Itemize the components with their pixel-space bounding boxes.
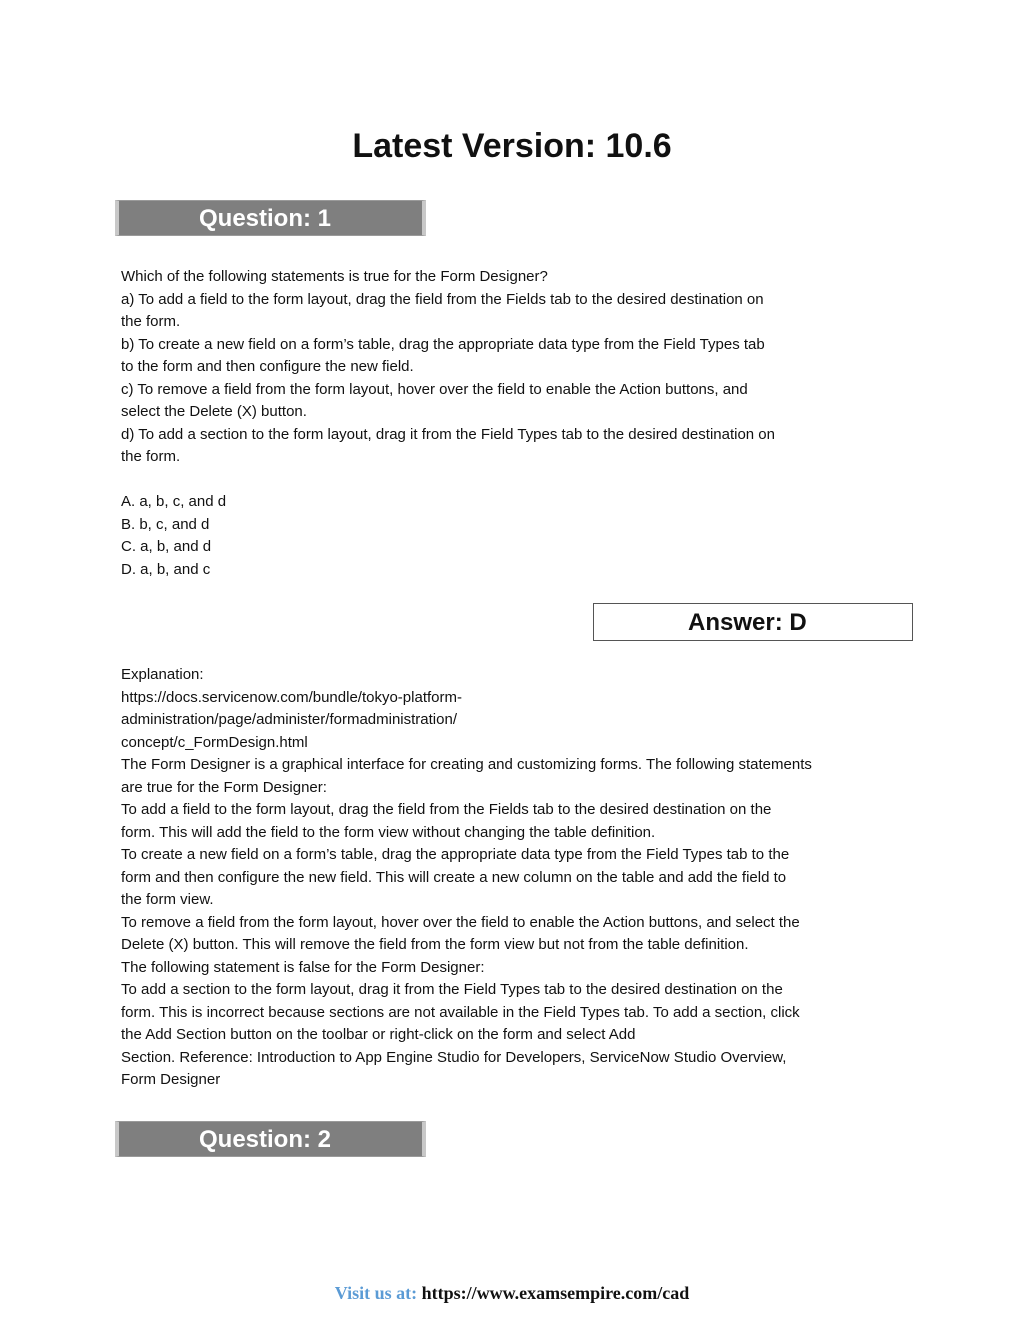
explanation [121, 664, 911, 1092]
explanation-heading: Explanation: [121, 666, 204, 683]
question-line: select the Delete (X) button. [121, 403, 307, 420]
option-b: B. b, c, and d [121, 515, 210, 533]
question-line: c) To remove a field from the form layout, hover over the field to enable the Action buttons, and [121, 380, 748, 398]
explanation-line: To create a new field on a form’s table, drag the appropriate data type from the Field Types tab to the [121, 846, 790, 863]
footer-url-link[interactable]: https://www.examsempire.com/cad [421, 1283, 690, 1303]
explanation-line: form. This is incorrect because sections are not available in the Field Types tab. To add a section, click [121, 1003, 800, 1021]
explanation-line: The Form Designer is a graphical interface for creating and customizing forms. The following statements [121, 756, 812, 773]
explanation-link: concept/c_FormDesign.html [121, 733, 308, 751]
explanation-line: the Add Section button on the toolbar or right-click on the form and select Add [121, 1026, 636, 1043]
explanation-line: The following statement is false for the Form Designer: [121, 958, 485, 976]
question-line: Which of the following statements is true for the Form Designer? [121, 268, 548, 285]
question-2-label: Question: 2 [199, 1126, 332, 1153]
explanation-line: To add a field to the form layout, drag the field from the Fields tab to the desired destination on the [121, 801, 772, 818]
explanation-line: are true for the Form Designer: [121, 778, 327, 796]
explanation-link: administration/page/administer/formadministration/ [121, 711, 457, 728]
answer-options [121, 491, 911, 581]
question-line: b) To create a new field on a form’s table, drag the appropriate data type from the Field Types tab [121, 335, 765, 353]
question-line: the form. [121, 313, 181, 330]
question-line: d) To add a section to the form layout, drag it from the Field Types tab to the desired destination on [121, 425, 775, 443]
explanation-line: Section. Reference: Introduction to App Engine Studio for Developers, ServiceNow Studio Overview, [121, 1048, 787, 1066]
question-line: to the form and then configure the new field. [121, 358, 414, 375]
page-title: Latest Version: 10.6 [352, 127, 672, 165]
answer-box [593, 603, 913, 641]
question-line: the form. [121, 448, 181, 465]
question-1-text [121, 266, 911, 469]
explanation-line: form and then configure the new field. This will create a new column on the table and add the field to [121, 868, 787, 886]
explanation-line: Delete (X) button. This will remove the field from the form view but not from the table definition. [121, 936, 749, 953]
option-d: D. a, b, and c [121, 560, 211, 578]
option-a: A. a, b, c, and d [121, 493, 227, 510]
answer-label: Answer: D [688, 609, 807, 636]
question-1-label: Question: 1 [199, 205, 332, 232]
question-2-header [115, 1121, 426, 1157]
option-c: C. a, b, and d [121, 538, 212, 555]
explanation-link: https://docs.servicenow.com/bundle/tokyo-platform- [121, 688, 462, 706]
explanation-line: the form view. [121, 891, 214, 908]
explanation-line: To remove a field from the form layout, hover over the field to enable the Action buttons, and select the [121, 913, 800, 931]
footer-visit-label: Visit us at: [334, 1283, 418, 1303]
explanation-line: form. This will add the field to the form view without changing the table definition. [121, 823, 656, 841]
explanation-line: To add a section to the form layout, drag it from the Field Types tab to the desired destination on the [121, 981, 783, 998]
question-1-header [115, 200, 426, 236]
footer [0, 1281, 1024, 1305]
explanation-line: Form Designer [121, 1071, 221, 1088]
question-line: a) To add a field to the form layout, drag the field from the Fields tab to the desired destination on [121, 290, 764, 308]
